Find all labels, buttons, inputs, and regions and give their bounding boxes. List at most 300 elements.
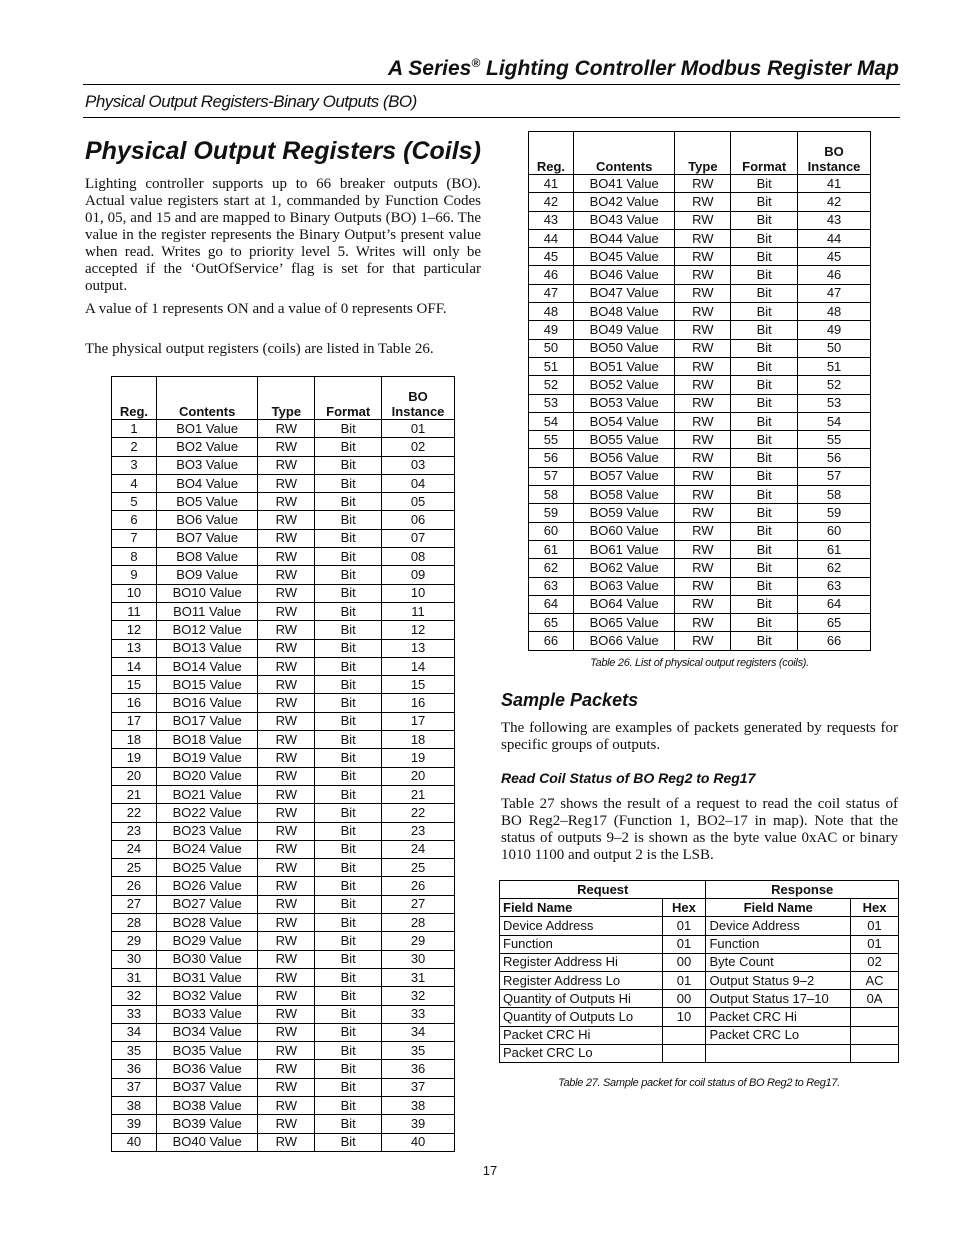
format-cell: Bit xyxy=(315,804,382,822)
table-row xyxy=(112,511,455,529)
header-type: Type xyxy=(258,377,315,420)
request-hex-cell: 01 xyxy=(662,971,706,989)
header-rule-top xyxy=(83,84,900,85)
format-cell: Bit xyxy=(315,1060,382,1078)
header-reg: Reg. xyxy=(529,132,574,175)
instance-cell: 60 xyxy=(798,522,871,540)
table-row xyxy=(112,566,455,584)
reg-cell: 12 xyxy=(112,621,157,639)
reg-cell: 58 xyxy=(529,486,574,504)
type-cell: RW xyxy=(675,193,731,211)
instance-cell: 44 xyxy=(798,229,871,247)
response-field-cell: Output Status 17–10 xyxy=(706,990,851,1008)
instance-cell: 17 xyxy=(382,712,455,730)
type-cell: RW xyxy=(258,639,315,657)
format-cell: Bit xyxy=(731,211,798,229)
reg-cell: 48 xyxy=(529,303,574,321)
request-field-cell: Register Address Hi xyxy=(500,953,663,971)
table-row xyxy=(529,522,871,540)
contents-cell: BO45 Value xyxy=(573,248,675,266)
reg-cell: 40 xyxy=(112,1133,157,1151)
header-format: Format xyxy=(315,377,382,420)
instance-cell: 34 xyxy=(382,1023,455,1041)
contents-cell: BO6 Value xyxy=(156,511,258,529)
format-cell: Bit xyxy=(315,529,382,547)
instance-cell: 04 xyxy=(382,474,455,492)
type-cell: RW xyxy=(675,449,731,467)
contents-cell: BO4 Value xyxy=(156,474,258,492)
instance-cell: 10 xyxy=(382,584,455,602)
response-hex-cell: 0A xyxy=(851,990,899,1008)
reg-cell: 23 xyxy=(112,822,157,840)
format-cell: Bit xyxy=(315,895,382,913)
format-cell: Bit xyxy=(731,449,798,467)
type-cell: RW xyxy=(258,895,315,913)
reg-cell: 35 xyxy=(112,1042,157,1060)
instance-cell: 12 xyxy=(382,621,455,639)
instance-cell: 31 xyxy=(382,968,455,986)
instance-cell: 23 xyxy=(382,822,455,840)
table-row xyxy=(529,175,871,193)
type-cell: RW xyxy=(675,467,731,485)
reg-cell: 19 xyxy=(112,749,157,767)
type-cell: RW xyxy=(258,840,315,858)
reg-cell: 18 xyxy=(112,731,157,749)
instance-cell: 48 xyxy=(798,303,871,321)
reg-cell: 37 xyxy=(112,1078,157,1096)
table-row xyxy=(529,577,871,595)
contents-cell: BO62 Value xyxy=(573,559,675,577)
type-cell: RW xyxy=(675,540,731,558)
reg-cell: 57 xyxy=(529,467,574,485)
contents-cell: BO65 Value xyxy=(573,614,675,632)
format-cell: Bit xyxy=(315,657,382,675)
format-cell: Bit xyxy=(315,1023,382,1041)
format-cell: Bit xyxy=(315,511,382,529)
reg-cell: 16 xyxy=(112,694,157,712)
type-cell: RW xyxy=(258,804,315,822)
format-cell: Bit xyxy=(315,694,382,712)
format-cell: Bit xyxy=(315,584,382,602)
type-cell: RW xyxy=(258,1005,315,1023)
instance-cell: 27 xyxy=(382,895,455,913)
instance-cell: 40 xyxy=(382,1133,455,1151)
format-cell: Bit xyxy=(315,749,382,767)
instance-cell: 33 xyxy=(382,1005,455,1023)
type-cell: RW xyxy=(675,504,731,522)
table-row xyxy=(112,767,455,785)
instance-cell: 59 xyxy=(798,504,871,522)
instance-cell: 35 xyxy=(382,1042,455,1060)
type-cell: RW xyxy=(258,1133,315,1151)
table-row xyxy=(529,504,871,522)
format-cell: Bit xyxy=(315,1042,382,1060)
contents-cell: BO22 Value xyxy=(156,804,258,822)
contents-cell: BO23 Value xyxy=(156,822,258,840)
contents-cell: BO39 Value xyxy=(156,1115,258,1133)
contents-cell: BO48 Value xyxy=(573,303,675,321)
type-cell: RW xyxy=(675,339,731,357)
type-cell: RW xyxy=(675,229,731,247)
sample-packets-heading: Sample Packets xyxy=(501,690,639,710)
reg-cell: 46 xyxy=(529,266,574,284)
reg-cell: 34 xyxy=(112,1023,157,1041)
instance-cell: 32 xyxy=(382,987,455,1005)
type-cell: RW xyxy=(675,303,731,321)
request-group-header: Request xyxy=(500,881,706,899)
response-hex-cell: 01 xyxy=(851,935,899,953)
reg-cell: 47 xyxy=(529,284,574,302)
instance-cell: 06 xyxy=(382,511,455,529)
format-cell: Bit xyxy=(315,1005,382,1023)
contents-cell: BO3 Value xyxy=(156,456,258,474)
type-cell: RW xyxy=(675,321,731,339)
table-row xyxy=(112,529,455,547)
table-row xyxy=(112,932,455,950)
format-cell: Bit xyxy=(315,493,382,511)
format-cell: Bit xyxy=(315,987,382,1005)
reg-cell: 45 xyxy=(529,248,574,266)
table-row xyxy=(112,840,455,858)
type-cell: RW xyxy=(258,987,315,1005)
instance-cell: 16 xyxy=(382,694,455,712)
instance-cell: 01 xyxy=(382,420,455,438)
reg-cell: 55 xyxy=(529,431,574,449)
reg-cell: 43 xyxy=(529,211,574,229)
contents-cell: BO7 Value xyxy=(156,529,258,547)
table-row xyxy=(112,438,455,456)
format-cell: Bit xyxy=(315,566,382,584)
reg-cell: 1 xyxy=(112,420,157,438)
table-row xyxy=(529,540,871,558)
format-cell: Bit xyxy=(731,284,798,302)
request-hex-header: Hex xyxy=(662,899,706,917)
type-cell: RW xyxy=(675,284,731,302)
table-row xyxy=(529,376,871,394)
type-cell: RW xyxy=(258,1042,315,1060)
contents-cell: BO42 Value xyxy=(573,193,675,211)
table-row xyxy=(112,584,455,602)
type-cell: RW xyxy=(675,248,731,266)
instance-cell: 43 xyxy=(798,211,871,229)
response-field-cell: Output Status 9–2 xyxy=(706,971,851,989)
type-cell: RW xyxy=(258,767,315,785)
type-cell: RW xyxy=(675,559,731,577)
register-table-left xyxy=(111,376,455,1152)
request-field-cell: Quantity of Outputs Hi xyxy=(500,990,663,1008)
format-cell: Bit xyxy=(315,621,382,639)
table-row xyxy=(529,431,871,449)
table-row xyxy=(529,193,871,211)
table-row xyxy=(500,953,899,971)
contents-cell: BO19 Value xyxy=(156,749,258,767)
reg-cell: 44 xyxy=(529,229,574,247)
reg-cell: 31 xyxy=(112,968,157,986)
contents-cell: BO46 Value xyxy=(573,266,675,284)
instance-cell: 19 xyxy=(382,749,455,767)
type-cell: RW xyxy=(675,211,731,229)
format-cell: Bit xyxy=(315,785,382,803)
contents-cell: BO1 Value xyxy=(156,420,258,438)
format-cell: Bit xyxy=(315,639,382,657)
section-subtitle: Physical Output Registers-Binary Outputs (BO) xyxy=(85,92,417,111)
response-hex-cell: AC xyxy=(851,971,899,989)
instance-cell: 54 xyxy=(798,412,871,430)
type-cell: RW xyxy=(258,621,315,639)
format-cell: Bit xyxy=(731,540,798,558)
format-cell: Bit xyxy=(731,595,798,613)
type-cell: RW xyxy=(258,1096,315,1114)
type-cell: RW xyxy=(258,438,315,456)
table-row xyxy=(529,211,871,229)
request-hex-cell: 10 xyxy=(662,1008,706,1026)
table-row xyxy=(112,676,455,694)
format-cell: Bit xyxy=(731,412,798,430)
table-row xyxy=(112,950,455,968)
instance-cell: 18 xyxy=(382,731,455,749)
format-cell: Bit xyxy=(731,467,798,485)
type-cell: RW xyxy=(258,566,315,584)
contents-cell: BO41 Value xyxy=(573,175,675,193)
table-row xyxy=(529,303,871,321)
contents-cell: BO16 Value xyxy=(156,694,258,712)
reg-cell: 59 xyxy=(529,504,574,522)
reg-cell: 61 xyxy=(529,540,574,558)
instance-cell: 15 xyxy=(382,676,455,694)
contents-cell: BO36 Value xyxy=(156,1060,258,1078)
table-row xyxy=(112,987,455,1005)
contents-cell: BO11 Value xyxy=(156,602,258,620)
contents-cell: BO10 Value xyxy=(156,584,258,602)
instance-cell: 21 xyxy=(382,785,455,803)
type-cell: RW xyxy=(675,632,731,650)
reg-cell: 7 xyxy=(112,529,157,547)
format-cell: Bit xyxy=(731,266,798,284)
format-cell: Bit xyxy=(315,712,382,730)
type-cell: RW xyxy=(675,577,731,595)
instance-cell: 63 xyxy=(798,577,871,595)
format-cell: Bit xyxy=(731,303,798,321)
instance-cell: 66 xyxy=(798,632,871,650)
format-cell: Bit xyxy=(731,614,798,632)
format-cell: Bit xyxy=(315,822,382,840)
contents-cell: BO24 Value xyxy=(156,840,258,858)
table-row xyxy=(112,694,455,712)
reg-cell: 27 xyxy=(112,895,157,913)
instance-cell: 26 xyxy=(382,877,455,895)
contents-cell: BO25 Value xyxy=(156,859,258,877)
type-cell: RW xyxy=(675,595,731,613)
instance-cell: 14 xyxy=(382,657,455,675)
table-row xyxy=(529,412,871,430)
contents-cell: BO56 Value xyxy=(573,449,675,467)
type-cell: RW xyxy=(258,914,315,932)
instance-cell: 61 xyxy=(798,540,871,558)
request-field-cell: Quantity of Outputs Lo xyxy=(500,1008,663,1026)
table-row xyxy=(500,1008,899,1026)
instance-cell: 22 xyxy=(382,804,455,822)
contents-cell: BO53 Value xyxy=(573,394,675,412)
reg-cell: 20 xyxy=(112,767,157,785)
type-cell: RW xyxy=(258,950,315,968)
format-cell: Bit xyxy=(731,321,798,339)
instance-cell: 50 xyxy=(798,339,871,357)
type-cell: RW xyxy=(258,657,315,675)
reg-cell: 54 xyxy=(529,412,574,430)
page-number: 17 xyxy=(482,1163,498,1178)
contents-cell: BO21 Value xyxy=(156,785,258,803)
table-row xyxy=(112,1060,455,1078)
format-cell: Bit xyxy=(731,175,798,193)
reg-cell: 36 xyxy=(112,1060,157,1078)
reg-cell: 60 xyxy=(529,522,574,540)
format-cell: Bit xyxy=(731,486,798,504)
request-hex-cell: 01 xyxy=(662,935,706,953)
header-contents: Contents xyxy=(573,132,675,175)
table-row xyxy=(112,822,455,840)
instance-cell: 56 xyxy=(798,449,871,467)
type-cell: RW xyxy=(258,493,315,511)
contents-cell: BO20 Value xyxy=(156,767,258,785)
instance-cell: 05 xyxy=(382,493,455,511)
type-cell: RW xyxy=(258,676,315,694)
type-cell: RW xyxy=(258,529,315,547)
type-cell: RW xyxy=(258,932,315,950)
reg-cell: 4 xyxy=(112,474,157,492)
format-cell: Bit xyxy=(731,229,798,247)
contents-cell: BO55 Value xyxy=(573,431,675,449)
instance-cell: 24 xyxy=(382,840,455,858)
contents-cell: BO14 Value xyxy=(156,657,258,675)
table-row xyxy=(112,712,455,730)
value-paragraph: A value of 1 represents ON and a value of 0 represents OFF. xyxy=(85,301,447,317)
table-row xyxy=(112,1023,455,1041)
instance-cell: 53 xyxy=(798,394,871,412)
format-cell: Bit xyxy=(731,248,798,266)
contents-cell: BO43 Value xyxy=(573,211,675,229)
table-row xyxy=(112,749,455,767)
request-field-cell: Packet CRC Lo xyxy=(500,1044,663,1062)
contents-cell: BO60 Value xyxy=(573,522,675,540)
contents-cell: BO58 Value xyxy=(573,486,675,504)
format-cell: Bit xyxy=(731,394,798,412)
type-cell: RW xyxy=(675,614,731,632)
type-cell: RW xyxy=(258,456,315,474)
request-field-cell: Register Address Lo xyxy=(500,971,663,989)
reg-cell: 62 xyxy=(529,559,574,577)
type-cell: RW xyxy=(258,1060,315,1078)
reg-cell: 39 xyxy=(112,1115,157,1133)
instance-cell: 11 xyxy=(382,602,455,620)
table-row xyxy=(112,895,455,913)
response-field-cell: Device Address xyxy=(706,917,851,935)
reg-cell: 53 xyxy=(529,394,574,412)
format-cell: Bit xyxy=(315,474,382,492)
request-hex-cell: 01 xyxy=(662,917,706,935)
format-cell: Bit xyxy=(315,767,382,785)
table-row xyxy=(112,1115,455,1133)
response-group-header: Response xyxy=(706,881,899,899)
type-cell: RW xyxy=(258,785,315,803)
type-cell: RW xyxy=(675,412,731,430)
read-coil-status-heading: Read Coil Status of BO Reg2 to Reg17 xyxy=(501,770,756,786)
response-hex-cell xyxy=(851,1026,899,1044)
contents-cell: BO51 Value xyxy=(573,357,675,375)
response-hex-cell xyxy=(851,1044,899,1062)
reg-cell: 17 xyxy=(112,712,157,730)
type-cell: RW xyxy=(258,548,315,566)
instance-cell: 37 xyxy=(382,1078,455,1096)
request-field-cell: Function xyxy=(500,935,663,953)
table-row xyxy=(529,229,871,247)
table-row xyxy=(112,1042,455,1060)
format-cell: Bit xyxy=(731,431,798,449)
reg-cell: 41 xyxy=(529,175,574,193)
instance-cell: 28 xyxy=(382,914,455,932)
contents-cell: BO27 Value xyxy=(156,895,258,913)
format-cell: Bit xyxy=(315,420,382,438)
instance-cell: 65 xyxy=(798,614,871,632)
reg-cell: 13 xyxy=(112,639,157,657)
contents-cell: BO15 Value xyxy=(156,676,258,694)
reg-cell: 6 xyxy=(112,511,157,529)
type-cell: RW xyxy=(675,431,731,449)
request-field-name-header: Field Name xyxy=(500,899,663,917)
table-row xyxy=(112,1005,455,1023)
table-row xyxy=(112,456,455,474)
contents-cell: BO30 Value xyxy=(156,950,258,968)
instance-cell: 46 xyxy=(798,266,871,284)
instance-cell: 36 xyxy=(382,1060,455,1078)
contents-cell: BO17 Value xyxy=(156,712,258,730)
read-coil-status-paragraph: Table 27 shows the result of a request to read the coil status of BO Reg2–Reg17 (Function 1, BO2–17 in map). Note that the status of outputs 9–2 is shown as the byte value 0xAC or binary 1010 1100 and output 2 is the LSB. xyxy=(501,796,898,863)
contents-cell: BO63 Value xyxy=(573,577,675,595)
reg-cell: 11 xyxy=(112,602,157,620)
contents-cell: BO52 Value xyxy=(573,376,675,394)
response-field-cell: Packet CRC Lo xyxy=(706,1026,851,1044)
contents-cell: BO47 Value xyxy=(573,284,675,302)
contents-cell: BO61 Value xyxy=(573,540,675,558)
response-hex-header: Hex xyxy=(851,899,899,917)
table-row xyxy=(529,449,871,467)
instance-cell: 64 xyxy=(798,595,871,613)
reg-cell: 10 xyxy=(112,584,157,602)
response-field-cell: Function xyxy=(706,935,851,953)
type-cell: RW xyxy=(258,1023,315,1041)
table-row xyxy=(529,559,871,577)
contents-cell: BO50 Value xyxy=(573,339,675,357)
response-field-cell: Packet CRC Hi xyxy=(706,1008,851,1026)
table-row xyxy=(529,284,871,302)
table-row xyxy=(500,1026,899,1044)
reg-cell: 32 xyxy=(112,987,157,1005)
type-cell: RW xyxy=(675,522,731,540)
header-bo-instance: BO Instance xyxy=(382,377,455,420)
request-field-cell: Packet CRC Hi xyxy=(500,1026,663,1044)
format-cell: Bit xyxy=(315,676,382,694)
table-row xyxy=(500,917,899,935)
format-cell: Bit xyxy=(315,602,382,620)
table-row xyxy=(112,968,455,986)
format-cell: Bit xyxy=(731,504,798,522)
contents-cell: BO33 Value xyxy=(156,1005,258,1023)
table-reference-paragraph: The physical output registers (coils) are listed in Table 26. xyxy=(85,341,434,357)
type-cell: RW xyxy=(258,1078,315,1096)
reg-cell: 65 xyxy=(529,614,574,632)
type-cell: RW xyxy=(258,694,315,712)
sample-packets-intro: The following are examples of packets generated by requests for specific groups of outputs. xyxy=(501,720,898,753)
request-field-cell: Device Address xyxy=(500,917,663,935)
